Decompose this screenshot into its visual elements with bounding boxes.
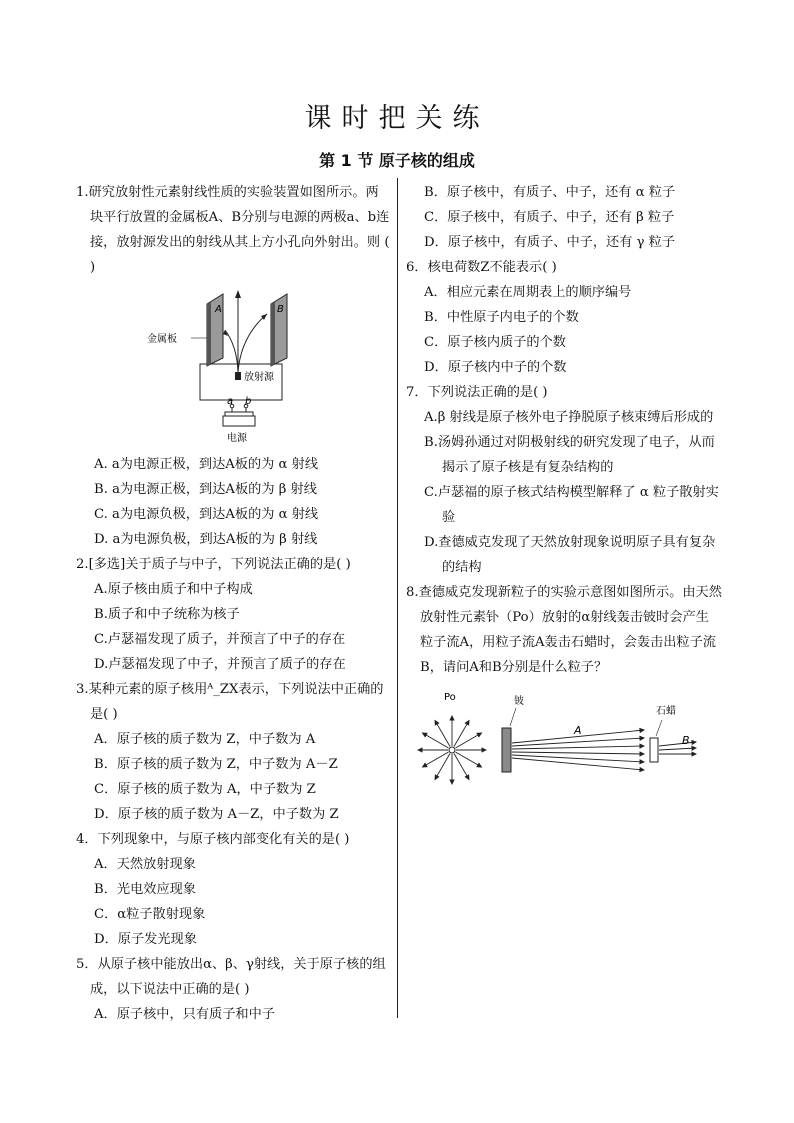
question-stem: 8.查德威克发现新粒子的实验示意图如图所示。由天然放射性元素钋（Po）放射的α射线轰击铍时会产生粒子流A，用粒子流A轰击石蜡时，会轰击出粒子流B，请问A和B分别是什么粒子？ xyxy=(406,585,722,675)
particle-a-ray-head xyxy=(640,728,644,732)
ray-right xyxy=(238,314,267,372)
metal-plate-b-edge xyxy=(271,302,275,366)
power-supply-label: 电源 xyxy=(227,433,247,444)
paraffin-label: 石蜡 xyxy=(656,706,676,717)
particle-a-ray xyxy=(512,755,644,762)
beryllium-pointer xyxy=(510,708,516,726)
question-stem: 4．下列现象中，与原子核内部变化有关的是( ) xyxy=(76,832,350,847)
option-c: C. a为电源负极，到达A板的为 α 射线 xyxy=(94,507,319,522)
plate-a-label: A xyxy=(215,304,222,315)
stream-b-lines xyxy=(659,740,696,755)
paraffin-pointer xyxy=(656,720,662,736)
option-a: A.原子核由质子和中子构成 xyxy=(94,582,253,597)
question-5 xyxy=(76,952,390,1027)
particle-a-ray-head xyxy=(640,768,644,772)
po-label: Po xyxy=(444,692,456,703)
option-a: A．原子核的质子数为 Z，中子数为 A xyxy=(94,732,316,747)
alpha-ray-head xyxy=(465,721,469,725)
question-1 xyxy=(76,180,390,552)
question-8 xyxy=(406,580,722,798)
question-stem: 5．从原子核中能放出α、β、γ射线，关于原子核的组成，以下说法中正确的是( ) xyxy=(76,957,386,997)
question-7 xyxy=(406,380,722,580)
option-a: A. a为电源正极，到达A板的为 α 射线 xyxy=(94,457,319,472)
option-c: C.卢瑟福的原子核式结构模型解释了 α 粒子散射实验 xyxy=(424,485,719,525)
option-d: D．原子发光现象 xyxy=(94,932,197,947)
alpha-ray-head xyxy=(423,763,427,767)
question-3 xyxy=(76,677,390,827)
particle-a-ray xyxy=(512,752,644,754)
option-b: B．光电效应现象 xyxy=(94,882,197,897)
option-c: C．原子核内质子的个数 xyxy=(424,335,566,350)
particle-a-ray xyxy=(512,738,644,746)
particle-b-ray-head xyxy=(692,752,696,756)
option-d: D．原子核内中子的个数 xyxy=(424,360,567,375)
option-c: C．原子核中，有质子、中子，还有 β 粒子 xyxy=(424,210,675,225)
question-stem: 3.某种元素的原子核用ᴬ_ZX表示，下列说法中正确的是( ) xyxy=(76,682,384,722)
particle-b-ray xyxy=(659,742,696,746)
option-b: B.质子和中子统称为核子 xyxy=(94,607,240,622)
option-c: C.卢瑟福发现了质子，并预言了中子的存在 xyxy=(94,632,346,647)
option-d: D. a为电源负极，到达A板的为 β 射线 xyxy=(94,532,318,547)
right-column xyxy=(406,180,722,798)
metal-plate-label: 金属板 xyxy=(147,334,177,345)
option-c: C．原子核的质子数为 A，中子数为 Z xyxy=(94,782,316,797)
power-supply-top xyxy=(225,412,253,416)
terminal-a-label: a xyxy=(227,396,234,407)
section-title: 第 1 节 原子核的组成 xyxy=(319,151,475,170)
stream-b-label: B xyxy=(682,734,690,747)
question-stem: 1.研究放射性元素射线性质的实验装置如图所示。两块平行放置的金属板A、B分别与电源的两极a、b连接，放射源发出的射线从其上方小孔向外射出。则 ( ) xyxy=(76,185,390,275)
question-stem: 6．核电荷数Z不能表示( ) xyxy=(406,260,557,275)
option-b: B．中性原子内电子的个数 xyxy=(424,310,579,325)
polonium-source xyxy=(449,747,455,753)
question-5-continued xyxy=(406,180,722,255)
alpha-ray-head xyxy=(450,780,454,784)
alpha-ray-head xyxy=(482,748,486,752)
ray-left xyxy=(225,330,238,372)
beryllium-target xyxy=(502,728,511,772)
option-a: A．原子核中，只有质子和中子 xyxy=(94,1007,275,1022)
beryllium-label: 铍 xyxy=(514,696,524,707)
question-6 xyxy=(406,255,722,380)
particle-b-ray xyxy=(659,748,696,750)
particle-a-ray-head xyxy=(640,752,644,756)
option-d: D.查德威克发现了天然放射现象说明原子具有复杂的结构 xyxy=(424,535,716,575)
option-c: C．α粒子散射现象 xyxy=(94,907,206,922)
alpha-ray-head xyxy=(423,733,427,737)
metal-plate-a-edge xyxy=(207,302,211,366)
source-label: 放射源 xyxy=(244,372,274,383)
column-divider xyxy=(397,178,398,1018)
particle-a-ray-head xyxy=(640,736,644,740)
question-2 xyxy=(76,552,390,677)
alpha-ray-head xyxy=(465,775,469,779)
power-supply xyxy=(223,416,255,426)
option-b: B. a为电源正极，到达A板的为 β 射线 xyxy=(94,482,317,497)
particle-a-ray xyxy=(512,758,644,770)
question-stem: 2.[多选]关于质子与中子，下列说法正确的是( ) xyxy=(76,557,351,572)
alpha-ray-head xyxy=(477,763,481,767)
left-column xyxy=(76,180,390,1027)
alpha-ray-head xyxy=(477,733,481,737)
paraffin-target xyxy=(650,738,658,762)
alpha-ray-head xyxy=(450,716,454,720)
alpha-ray-head xyxy=(435,721,439,725)
particle-a-ray-head xyxy=(640,744,644,748)
chadwick-experiment-figure xyxy=(414,688,704,798)
particle-b-ray-head xyxy=(692,740,696,744)
alpha-ray-head xyxy=(435,775,439,779)
terminal-b-label: b xyxy=(245,396,252,407)
question-4 xyxy=(76,827,390,952)
radiation-apparatus-figure xyxy=(147,286,301,446)
plate-b-label: B xyxy=(277,304,284,315)
radiation-source xyxy=(235,372,241,380)
option-b: B.汤姆孙通过对阴极射线的研究发现了电子，从而揭示了原子核是有复杂结构的 xyxy=(424,435,715,475)
particle-a-ray-head xyxy=(640,760,644,764)
option-d: D．原子核的质子数为 A－Z，中子数为 Z xyxy=(94,807,339,822)
particle-a-ray xyxy=(512,746,644,749)
page-title: 课时把关练 xyxy=(304,103,490,134)
particle-b-ray-head xyxy=(692,746,696,750)
option-d: D．原子核中，有质子、中子，还有 γ 粒子 xyxy=(424,235,676,250)
option-a: A．天然放射现象 xyxy=(94,857,196,872)
option-b: B．原子核的质子数为 Z，中子数为 A－Z xyxy=(94,757,338,772)
option-a: A．相应元素在周期表上的顺序编号 xyxy=(424,285,632,300)
option-a: A.β 射线是原子核外电子挣脱原子核束缚后形成的 xyxy=(424,410,714,425)
question-stem: 7．下列说法正确的是( ) xyxy=(406,385,548,400)
ray-straight-arrow xyxy=(235,290,241,298)
option-b: B．原子核中，有质子、中子，还有 α 粒子 xyxy=(424,185,676,200)
alpha-ray-head xyxy=(418,748,422,752)
stream-a-label: A xyxy=(574,724,582,737)
option-d: D.卢瑟福发现了中子，并预言了质子的存在 xyxy=(94,657,346,672)
